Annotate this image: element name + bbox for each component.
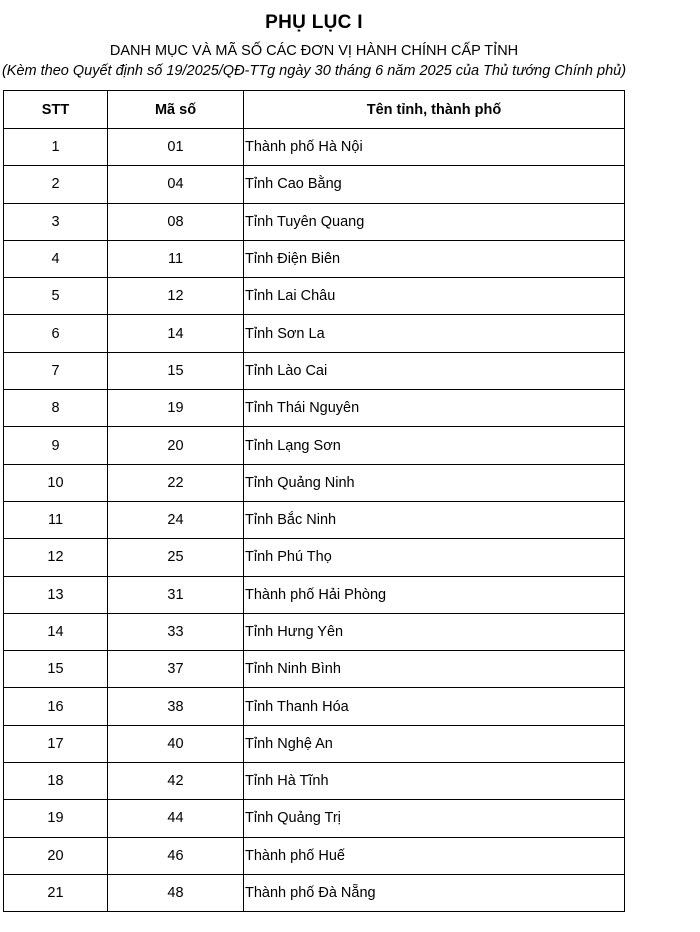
page-title: PHỤ LỤC I xyxy=(265,12,363,33)
cell-stt: 3 xyxy=(4,203,108,240)
cell-stt: 20 xyxy=(4,837,108,874)
cell-stt: 5 xyxy=(4,278,108,315)
document-subtitle: DANH MỤC VÀ MÃ SỐ CÁC ĐƠN VỊ HÀNH CHÍNH CẤP TỈNH xyxy=(109,43,519,59)
table-row xyxy=(4,837,625,874)
table-row xyxy=(4,427,625,464)
table-row xyxy=(4,464,625,501)
cell-name: Thành phố Hà Nội xyxy=(244,129,625,166)
cell-code: 14 xyxy=(108,315,244,352)
table-body xyxy=(4,129,625,912)
cell-name: Tỉnh Lạng Sơn xyxy=(244,427,625,464)
cell-stt: 15 xyxy=(4,651,108,688)
table-row xyxy=(4,576,625,613)
cell-name: Tỉnh Lai Châu xyxy=(244,278,625,315)
cell-name: Tỉnh Quảng Trị xyxy=(244,800,625,837)
cell-stt: 17 xyxy=(4,725,108,762)
header-code: Mã số xyxy=(108,91,244,129)
table-row xyxy=(4,539,625,576)
cell-code: 08 xyxy=(108,203,244,240)
cell-code: 40 xyxy=(108,725,244,762)
province-table xyxy=(3,90,625,912)
table-row xyxy=(4,203,625,240)
table-row xyxy=(4,390,625,427)
header-name: Tên tỉnh, thành phố xyxy=(244,91,625,129)
cell-stt: 19 xyxy=(4,800,108,837)
cell-stt: 16 xyxy=(4,688,108,725)
cell-code: 31 xyxy=(108,576,244,613)
cell-stt: 10 xyxy=(4,464,108,501)
cell-code: 11 xyxy=(108,240,244,277)
cell-stt: 9 xyxy=(4,427,108,464)
table-row xyxy=(4,129,625,166)
cell-name: Thành phố Huế xyxy=(244,837,625,874)
cell-code: 48 xyxy=(108,874,244,911)
table-row xyxy=(4,240,625,277)
cell-name: Tỉnh Lào Cai xyxy=(244,352,625,389)
document-note: (Kèm theo Quyết định số 19/2025/QĐ-TTg ngày 30 tháng 6 năm 2025 của Thủ tướng Chính phủ) xyxy=(1,63,627,79)
cell-name: Tỉnh Sơn La xyxy=(244,315,625,352)
table-row xyxy=(4,166,625,203)
cell-name: Tỉnh Ninh Bình xyxy=(244,651,625,688)
cell-code: 22 xyxy=(108,464,244,501)
cell-code: 12 xyxy=(108,278,244,315)
cell-name: Tỉnh Thanh Hóa xyxy=(244,688,625,725)
cell-code: 15 xyxy=(108,352,244,389)
cell-code: 01 xyxy=(108,129,244,166)
table-row xyxy=(4,613,625,650)
cell-code: 24 xyxy=(108,501,244,538)
cell-name: Tỉnh Nghệ An xyxy=(244,725,625,762)
cell-stt: 11 xyxy=(4,501,108,538)
cell-stt: 18 xyxy=(4,763,108,800)
cell-name: Tỉnh Bắc Ninh xyxy=(244,501,625,538)
cell-stt: 21 xyxy=(4,874,108,911)
cell-stt: 2 xyxy=(4,166,108,203)
cell-code: 37 xyxy=(108,651,244,688)
cell-name: Tỉnh Hưng Yên xyxy=(244,613,625,650)
cell-name: Tỉnh Quảng Ninh xyxy=(244,464,625,501)
table-row xyxy=(4,278,625,315)
cell-name: Tỉnh Tuyên Quang xyxy=(244,203,625,240)
cell-stt: 14 xyxy=(4,613,108,650)
cell-stt: 7 xyxy=(4,352,108,389)
cell-stt: 12 xyxy=(4,539,108,576)
cell-name: Tỉnh Hà Tĩnh xyxy=(244,763,625,800)
cell-code: 04 xyxy=(108,166,244,203)
cell-code: 25 xyxy=(108,539,244,576)
cell-stt: 8 xyxy=(4,390,108,427)
cell-code: 19 xyxy=(108,390,244,427)
cell-code: 44 xyxy=(108,800,244,837)
table-row xyxy=(4,352,625,389)
cell-name: Tỉnh Thái Nguyên xyxy=(244,390,625,427)
cell-code: 33 xyxy=(108,613,244,650)
cell-code: 42 xyxy=(108,763,244,800)
cell-code: 46 xyxy=(108,837,244,874)
cell-code: 20 xyxy=(108,427,244,464)
cell-name: Tỉnh Cao Bằng xyxy=(244,166,625,203)
cell-name: Thành phố Đà Nẵng xyxy=(244,874,625,911)
cell-stt: 4 xyxy=(4,240,108,277)
table-row xyxy=(4,763,625,800)
header-stt: STT xyxy=(4,91,108,129)
cell-stt: 13 xyxy=(4,576,108,613)
table-header-row xyxy=(4,91,625,129)
cell-stt: 6 xyxy=(4,315,108,352)
cell-code: 38 xyxy=(108,688,244,725)
table-row xyxy=(4,501,625,538)
table-row xyxy=(4,874,625,911)
table-row xyxy=(4,315,625,352)
cell-name: Thành phố Hải Phòng xyxy=(244,576,625,613)
table-row xyxy=(4,800,625,837)
cell-stt: 1 xyxy=(4,129,108,166)
cell-name: Tỉnh Phú Thọ xyxy=(244,539,625,576)
table-row xyxy=(4,725,625,762)
table-row xyxy=(4,688,625,725)
cell-name: Tỉnh Điện Biên xyxy=(244,240,625,277)
table-row xyxy=(4,651,625,688)
